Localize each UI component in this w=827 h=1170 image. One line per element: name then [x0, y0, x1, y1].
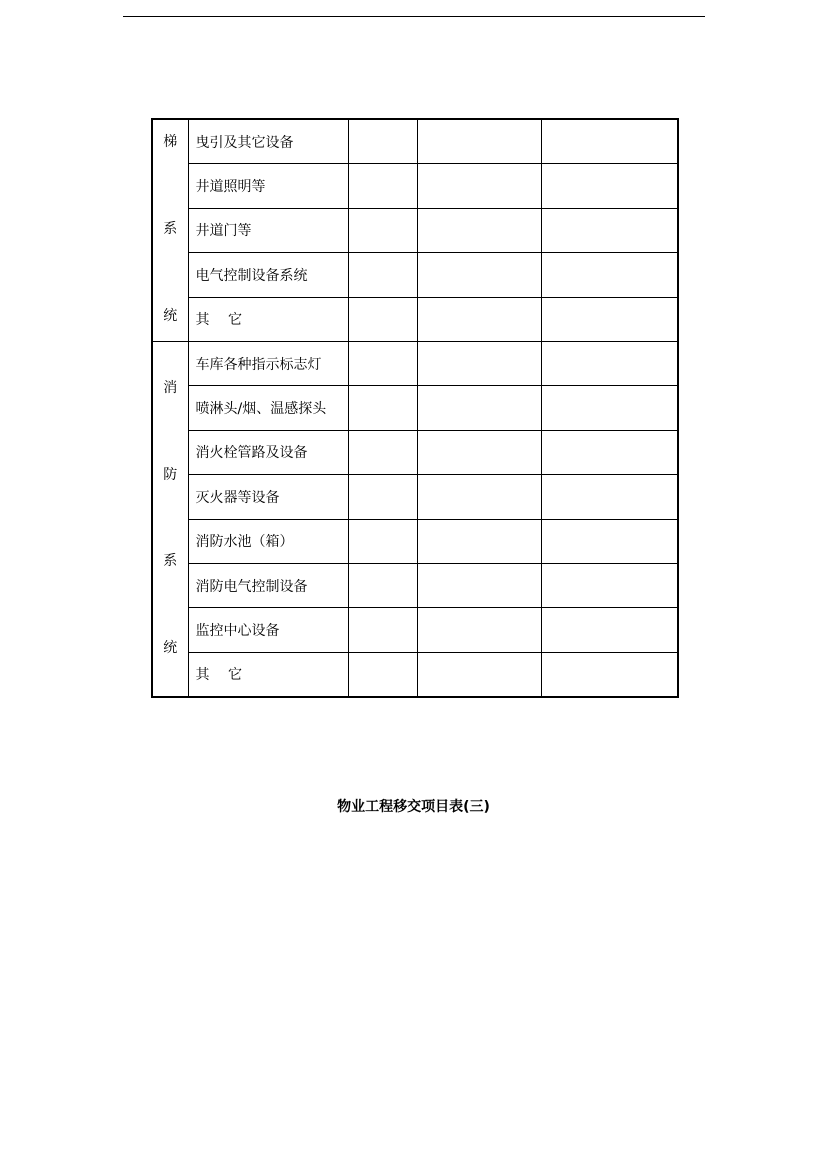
blank-cell[interactable]: [541, 164, 678, 208]
table-row: [152, 430, 678, 474]
group-char: 系: [163, 221, 178, 237]
blank-cell[interactable]: [417, 519, 541, 563]
header-rule: [123, 16, 705, 17]
blank-cell[interactable]: [541, 519, 678, 563]
blank-cell[interactable]: [348, 341, 417, 385]
blank-cell[interactable]: [348, 119, 417, 164]
table-row: [152, 652, 678, 697]
group-char: 统: [163, 639, 178, 656]
table-row: [152, 119, 678, 164]
blank-cell[interactable]: [348, 208, 417, 252]
group-char: 消: [163, 379, 178, 396]
transfer-table: [151, 118, 679, 698]
table-row: [152, 563, 678, 607]
item-cell: 喷淋头/烟、温感探头: [188, 386, 348, 430]
blank-cell[interactable]: [417, 297, 541, 341]
blank-cell[interactable]: [541, 652, 678, 697]
item-cell: 其 它: [188, 297, 348, 341]
item-cell: 井道门等: [188, 208, 348, 252]
item-cell: 电气控制设备系统: [188, 253, 348, 297]
table-row: [152, 208, 678, 252]
item-cell: 消火栓管路及设备: [188, 430, 348, 474]
blank-cell[interactable]: [541, 119, 678, 164]
blank-cell[interactable]: [348, 608, 417, 652]
blank-cell[interactable]: [541, 386, 678, 430]
item-cell: 消防电气控制设备: [188, 563, 348, 607]
group-char: 防: [163, 466, 178, 483]
blank-cell[interactable]: [348, 519, 417, 563]
item-cell: 监控中心设备: [188, 608, 348, 652]
blank-cell[interactable]: [417, 119, 541, 164]
blank-cell[interactable]: [417, 652, 541, 697]
blank-cell[interactable]: [348, 430, 417, 474]
blank-cell[interactable]: [541, 253, 678, 297]
group-cell-fire: [152, 341, 188, 697]
item-cell: 灭火器等设备: [188, 475, 348, 519]
blank-cell[interactable]: [417, 386, 541, 430]
blank-cell[interactable]: [417, 608, 541, 652]
blank-cell[interactable]: [417, 475, 541, 519]
group-char: 系: [163, 552, 178, 569]
table-row: [152, 297, 678, 341]
blank-cell[interactable]: [348, 386, 417, 430]
blank-cell[interactable]: [417, 164, 541, 208]
table-row: [152, 475, 678, 519]
group-cell-elevator: [152, 119, 188, 341]
item-cell: 消防水池（箱）: [188, 519, 348, 563]
blank-cell[interactable]: [348, 297, 417, 341]
blank-cell[interactable]: [541, 475, 678, 519]
table-row: [152, 608, 678, 652]
blank-cell[interactable]: [417, 563, 541, 607]
blank-cell[interactable]: [541, 208, 678, 252]
item-cell: 车库各种指示标志灯: [188, 341, 348, 385]
blank-cell[interactable]: [541, 608, 678, 652]
table-row: [152, 253, 678, 297]
blank-cell[interactable]: [348, 563, 417, 607]
table-row: [152, 164, 678, 208]
blank-cell[interactable]: [541, 297, 678, 341]
item-cell: 其 它: [188, 652, 348, 697]
blank-cell[interactable]: [348, 475, 417, 519]
group-char: 统: [163, 308, 178, 324]
blank-cell[interactable]: [417, 253, 541, 297]
blank-cell[interactable]: [348, 164, 417, 208]
item-cell: 井道照明等: [188, 164, 348, 208]
blank-cell[interactable]: [348, 652, 417, 697]
table-row: [152, 386, 678, 430]
blank-cell[interactable]: [541, 563, 678, 607]
blank-cell[interactable]: [541, 430, 678, 474]
blank-cell[interactable]: [541, 341, 678, 385]
item-cell: 曳引及其它设备: [188, 119, 348, 164]
blank-cell[interactable]: [417, 341, 541, 385]
table-row: [152, 519, 678, 563]
blank-cell[interactable]: [417, 430, 541, 474]
table-row: [152, 341, 678, 385]
document-title: 物业工程移交项目表(三): [337, 799, 490, 815]
blank-cell[interactable]: [417, 208, 541, 252]
blank-cell[interactable]: [348, 253, 417, 297]
group-char: 梯: [163, 134, 178, 150]
